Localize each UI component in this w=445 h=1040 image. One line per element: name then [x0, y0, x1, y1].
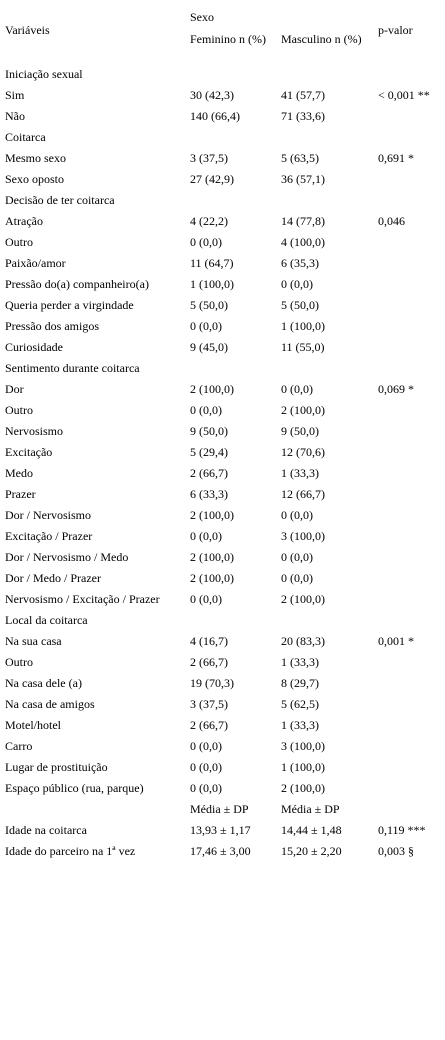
row-label: Idade do parceiro na 1ª vez	[5, 844, 136, 858]
male-value	[281, 127, 378, 148]
pvalue-value	[378, 169, 445, 190]
pvalue-value	[378, 547, 445, 568]
table-row	[5, 148, 445, 169]
pvalue-value	[378, 568, 445, 589]
table-row	[5, 484, 445, 505]
row-label: Atração	[5, 214, 43, 228]
female-value: 19 (70,3)	[190, 676, 234, 690]
female-value: 2 (100,0)	[190, 382, 234, 396]
row-label: Dor	[5, 382, 24, 396]
table-row	[5, 379, 445, 400]
pvalue-value	[378, 316, 445, 337]
table-row	[5, 190, 445, 211]
row-label: Coitarca	[5, 130, 46, 144]
pvalue-value: 0,001 *	[378, 634, 414, 648]
row-label: Dor / Nervosismo	[5, 508, 91, 522]
row-label: Sim	[5, 88, 25, 102]
row-label	[5, 799, 190, 820]
pvalue-value	[378, 778, 445, 799]
table-row	[5, 253, 445, 274]
female-value: 13,93 ± 1,17	[190, 823, 251, 837]
table-row	[5, 568, 445, 589]
table-row	[5, 757, 445, 778]
pvalue-value: 0,046	[378, 214, 405, 228]
pvalue-value: 0,119 ***	[378, 823, 426, 837]
table-row	[5, 589, 445, 610]
table-row	[5, 64, 445, 85]
female-value: 5 (29,4)	[190, 445, 228, 459]
row-label: Nervosismo / Excitação / Prazer	[5, 592, 160, 606]
male-value: 2 (100,0)	[281, 781, 325, 795]
female-value: Média ± DP	[190, 802, 249, 816]
row-label: Queria perder a virgindade	[5, 298, 134, 312]
female-value	[190, 358, 281, 379]
row-label: Sentimento durante coitarca	[5, 361, 140, 375]
table-row	[5, 211, 445, 232]
table-row	[5, 631, 445, 652]
table-row	[5, 295, 445, 316]
male-value: 1 (33,3)	[281, 718, 319, 732]
table-row	[5, 652, 445, 673]
female-value: 0 (0,0)	[190, 319, 222, 333]
female-value	[190, 610, 281, 631]
row-label: Pressão do(a) companheiro(a)	[5, 277, 149, 291]
table-row	[5, 316, 445, 337]
row-label: Sexo oposto	[5, 172, 65, 186]
female-value: 140 (66,4)	[190, 109, 240, 123]
pvalue-value	[378, 253, 445, 274]
sex-header: Sexo	[190, 10, 214, 24]
table-row	[5, 820, 445, 841]
row-label: Idade na coitarca	[5, 823, 87, 837]
female-value: 4 (22,2)	[190, 214, 228, 228]
table-row	[5, 778, 445, 799]
pvalue-value: 0,691 *	[378, 151, 414, 165]
row-label: Outro	[5, 403, 33, 417]
pvalue-value	[378, 694, 445, 715]
female-value: 30 (42,3)	[190, 88, 234, 102]
male-value: 1 (33,3)	[281, 655, 319, 669]
row-label: Espaço público (rua, parque)	[5, 781, 144, 795]
female-value: 0 (0,0)	[190, 403, 222, 417]
male-value: 36 (57,1)	[281, 172, 325, 186]
row-label: Local da coitarca	[5, 613, 88, 627]
table-row	[5, 421, 445, 442]
row-label: Na sua casa	[5, 634, 62, 648]
table-row	[5, 358, 445, 379]
table-row	[5, 673, 445, 694]
header-spacer	[5, 52, 445, 64]
table-body	[5, 64, 445, 862]
pvalue-value	[378, 64, 445, 85]
pvalue-value	[378, 337, 445, 358]
female-value: 0 (0,0)	[190, 739, 222, 753]
pvalue-value	[378, 274, 445, 295]
female-value: 2 (100,0)	[190, 550, 234, 564]
table-row	[5, 85, 445, 106]
female-value	[190, 190, 281, 211]
male-value: 9 (50,0)	[281, 424, 319, 438]
row-label: Outro	[5, 655, 33, 669]
male-value	[281, 190, 378, 211]
pvalue-value	[378, 736, 445, 757]
row-label: Decisão de ter coitarca	[5, 193, 115, 207]
female-value: 2 (100,0)	[190, 571, 234, 585]
table-row	[5, 505, 445, 526]
male-value: 12 (70,6)	[281, 445, 325, 459]
table-row	[5, 106, 445, 127]
row-label: Pressão dos amigos	[5, 319, 99, 333]
female-value: 1 (100,0)	[190, 277, 234, 291]
female-value: 11 (64,7)	[190, 256, 234, 270]
table-row	[5, 442, 445, 463]
row-label: Motel/hotel	[5, 718, 61, 732]
row-label: Na casa de amigos	[5, 697, 95, 711]
pvalue-value	[378, 757, 445, 778]
row-label: Dor / Nervosismo / Medo	[5, 550, 129, 564]
male-value: 41 (57,7)	[281, 88, 325, 102]
pvalue-value	[378, 190, 445, 211]
pvalue-value	[378, 463, 445, 484]
female-value: 17,46 ± 3,00	[190, 844, 251, 858]
pvalue-header: p-valor	[378, 22, 413, 37]
row-label: Iniciação sexual	[5, 67, 83, 81]
pvalue-value	[378, 799, 445, 820]
row-label: Na casa dele (a)	[5, 676, 82, 690]
table-row	[5, 169, 445, 190]
male-value: 2 (100,0)	[281, 403, 325, 417]
female-value: 3 (37,5)	[190, 151, 228, 165]
male-value: 15,20 ± 2,20	[281, 844, 342, 858]
table-row	[5, 337, 445, 358]
table-row	[5, 715, 445, 736]
male-value: 0 (0,0)	[281, 277, 313, 291]
male-value: 8 (29,7)	[281, 676, 319, 690]
row-label: Carro	[5, 739, 33, 753]
female-value: 5 (50,0)	[190, 298, 228, 312]
pvalue-value	[378, 442, 445, 463]
pvalue-value: 0,003 §	[378, 844, 414, 858]
row-label: Não	[5, 109, 25, 123]
male-value: 2 (100,0)	[281, 592, 325, 606]
male-value: 6 (35,3)	[281, 256, 319, 270]
male-value: 1 (100,0)	[281, 760, 325, 774]
female-value: 0 (0,0)	[190, 781, 222, 795]
table-row	[5, 841, 445, 862]
male-value: 1 (33,3)	[281, 466, 319, 480]
female-value: 0 (0,0)	[190, 592, 222, 606]
table-row	[5, 736, 445, 757]
female-value	[190, 64, 281, 85]
male-value: Média ± DP	[281, 802, 340, 816]
male-value: 5 (50,0)	[281, 298, 319, 312]
male-value: 1 (100,0)	[281, 319, 325, 333]
male-value	[281, 64, 378, 85]
pvalue-value	[378, 526, 445, 547]
pvalue-value	[378, 127, 445, 148]
pvalue-value: < 0,001 **	[378, 88, 430, 102]
pvalue-value	[378, 589, 445, 610]
table-row	[5, 463, 445, 484]
female-value	[190, 127, 281, 148]
male-value: 5 (63,5)	[281, 151, 319, 165]
row-label: Mesmo sexo	[5, 151, 66, 165]
variables-header: Variáveis	[5, 22, 50, 37]
male-header: Masculino n (%)	[281, 32, 362, 46]
table-row	[5, 274, 445, 295]
results-table	[5, 8, 445, 862]
male-value: 3 (100,0)	[281, 739, 325, 753]
male-value: 20 (83,3)	[281, 634, 325, 648]
pvalue-value	[378, 673, 445, 694]
female-value: 9 (45,0)	[190, 340, 228, 354]
female-value: 6 (33,3)	[190, 487, 228, 501]
row-label: Prazer	[5, 487, 36, 501]
table-row	[5, 799, 445, 820]
row-label: Dor / Medo / Prazer	[5, 571, 101, 585]
row-label: Outro	[5, 235, 33, 249]
table-row	[5, 694, 445, 715]
pvalue-value	[378, 610, 445, 631]
row-label: Nervosismo	[5, 424, 63, 438]
male-value: 14,44 ± 1,48	[281, 823, 342, 837]
pvalue-value	[378, 421, 445, 442]
male-value: 0 (0,0)	[281, 382, 313, 396]
table-row	[5, 610, 445, 631]
male-value: 3 (100,0)	[281, 529, 325, 543]
pvalue-value	[378, 358, 445, 379]
female-value: 2 (100,0)	[190, 508, 234, 522]
female-value: 4 (16,7)	[190, 634, 228, 648]
male-value: 0 (0,0)	[281, 550, 313, 564]
male-value: 5 (62,5)	[281, 697, 319, 711]
row-label: Curiosidade	[5, 340, 63, 354]
female-value: 0 (0,0)	[190, 760, 222, 774]
pvalue-value	[378, 652, 445, 673]
female-value: 3 (37,5)	[190, 697, 228, 711]
pvalue-value	[378, 484, 445, 505]
row-label: Excitação / Prazer	[5, 529, 93, 543]
male-value	[281, 358, 378, 379]
row-label: Paixão/amor	[5, 256, 66, 270]
pvalue-value	[378, 505, 445, 526]
pvalue-value	[378, 232, 445, 253]
female-value: 9 (50,0)	[190, 424, 228, 438]
pvalue-value	[378, 295, 445, 316]
pvalue-value: 0,069 *	[378, 382, 414, 396]
row-label: Lugar de prostituição	[5, 760, 108, 774]
pvalue-value	[378, 715, 445, 736]
female-value: 2 (66,7)	[190, 466, 228, 480]
female-value: 27 (42,9)	[190, 172, 234, 186]
male-value	[281, 610, 378, 631]
male-value: 71 (33,6)	[281, 109, 325, 123]
male-value: 4 (100,0)	[281, 235, 325, 249]
row-label: Medo	[5, 466, 33, 480]
table-header	[5, 8, 445, 64]
table-row	[5, 547, 445, 568]
male-value: 0 (0,0)	[281, 571, 313, 585]
female-header: Feminino n (%)	[190, 32, 266, 46]
female-value: 2 (66,7)	[190, 718, 228, 732]
male-value: 11 (55,0)	[281, 340, 325, 354]
male-value: 12 (66,7)	[281, 487, 325, 501]
table-row	[5, 526, 445, 547]
table-row	[5, 232, 445, 253]
female-value: 0 (0,0)	[190, 529, 222, 543]
male-value: 0 (0,0)	[281, 508, 313, 522]
male-value: 14 (77,8)	[281, 214, 325, 228]
row-label: Excitação	[5, 445, 53, 459]
pvalue-value	[378, 106, 445, 127]
pvalue-value	[378, 400, 445, 421]
female-value: 2 (66,7)	[190, 655, 228, 669]
table-row	[5, 127, 445, 148]
female-value: 0 (0,0)	[190, 235, 222, 249]
table-row	[5, 400, 445, 421]
